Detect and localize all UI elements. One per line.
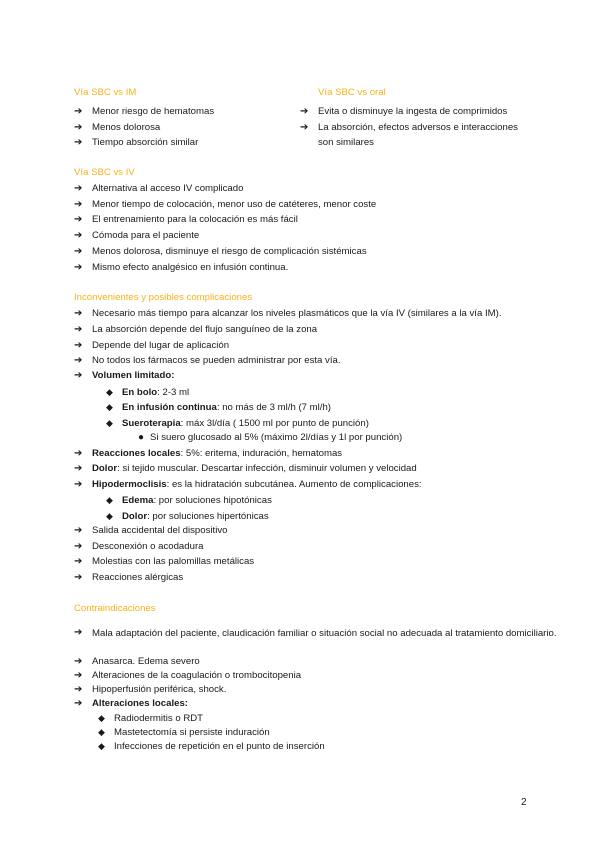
list-item: ➔ Salida accidental del dispositivo <box>74 525 228 536</box>
arrow-icon: ➔ <box>74 230 83 241</box>
sub-list-item: ◆ Edema: por soluciones hipotónicas <box>106 495 272 506</box>
sub-list-item: ◆ Sueroterapia: máx 3l/día ( 1500 ml por punto de punción) <box>106 418 369 429</box>
diamond-bullet-icon: ◆ <box>106 511 113 521</box>
arrow-icon: ➔ <box>300 122 309 133</box>
list-item: ➔ Reacciones alérgicas <box>74 572 184 583</box>
arrow-icon: ➔ <box>300 106 309 117</box>
list-item: ➔ Tiempo absorción similar <box>74 137 199 148</box>
list-item: ➔ Alternativa al acceso IV complicado <box>74 183 244 194</box>
arrow-icon: ➔ <box>74 479 83 490</box>
arrow-icon: ➔ <box>74 183 83 194</box>
diamond-bullet-icon: ◆ <box>106 418 113 428</box>
list-item: ➔ Menor tiempo de colocación, menor uso de catéteres, menor coste <box>74 199 377 210</box>
sub-list-item: ◆ En infusión continua: no más de 3 ml/h (7 ml/h) <box>106 402 331 413</box>
list-item: ➔ Necesario más tiempo para alcanzar los niveles plasmáticos que la vía IV (similares a la vía IM). <box>74 308 502 319</box>
section-heading-sbc-vs-iv: Vía SBC vs IV <box>74 167 135 178</box>
page-number: 2 <box>521 797 527 808</box>
sub-list-item: ◆ En bolo: 2-3 ml <box>106 387 190 398</box>
sub-list-item: ◆ Infecciones de repetición en el punto de inserción <box>98 741 325 752</box>
sub-list-item: ◆ Dolor: por soluciones hipertónicas <box>106 511 269 522</box>
arrow-icon: ➔ <box>74 698 83 709</box>
section-heading-contraindicaciones: Contraindicaciones <box>74 603 156 614</box>
arrow-icon: ➔ <box>74 262 83 273</box>
list-item: ➔ Menos dolorosa, disminuye el riesgo de complicación sistémicas <box>74 246 367 257</box>
list-item: ➔ No todos los fármacos se pueden administrar por esta vía. <box>74 355 341 366</box>
section-heading-inconvenientes: Inconvenientes y posibles complicaciones <box>74 292 253 303</box>
arrow-icon: ➔ <box>74 670 83 681</box>
arrow-icon: ➔ <box>74 556 83 567</box>
arrow-icon: ➔ <box>74 463 83 474</box>
section-heading-sbc-vs-oral: Vía SBC vs oral <box>318 87 386 98</box>
list-item: ➔ Anasarca. Edema severo <box>74 656 200 667</box>
diamond-bullet-icon: ◆ <box>98 741 105 751</box>
arrow-icon: ➔ <box>74 355 83 366</box>
arrow-icon: ➔ <box>74 122 83 133</box>
arrow-icon: ➔ <box>74 684 83 695</box>
list-item: ➔ Mala adaptación del paciente, claudicación familiar o situación social no adecuada al tratamiento domiciliario. <box>74 627 557 639</box>
dot-bullet-icon: ● <box>138 432 145 443</box>
arrow-icon: ➔ <box>74 199 83 210</box>
list-item: ➔ Volumen limitado: <box>74 370 175 381</box>
list-item: ➔ Hipoperfusión periférica, shock. <box>74 684 227 695</box>
list-item: ➔ La absorción depende del flujo sanguíneo de la zona <box>74 324 318 335</box>
diamond-bullet-icon: ◆ <box>98 713 105 723</box>
arrow-icon: ➔ <box>74 340 83 351</box>
arrow-icon: ➔ <box>74 308 83 319</box>
list-item: ➔ Menos dolorosa <box>74 122 161 133</box>
arrow-icon: ➔ <box>74 525 83 536</box>
arrow-icon: ➔ <box>74 627 83 638</box>
section-heading-sbc-vs-im: Vía SBC vs IM <box>74 87 137 98</box>
list-item: ➔ Depende del lugar de aplicación <box>74 340 230 351</box>
arrow-icon: ➔ <box>74 656 83 667</box>
arrow-icon: ➔ <box>74 246 83 257</box>
list-item: ➔ Dolor: si tejido muscular. Descartar infección, disminuir volumen y velocidad <box>74 463 417 474</box>
list-item: ➔ El entrenamiento para la colocación es más fácil <box>74 214 298 225</box>
arrow-icon: ➔ <box>74 137 83 148</box>
arrow-icon: ➔ <box>74 370 83 381</box>
list-item: ➔ Evita o disminuye la ingesta de comprimidos <box>300 106 508 117</box>
diamond-bullet-icon: ◆ <box>106 495 113 505</box>
list-item-continuation: son similares <box>318 137 374 148</box>
diamond-bullet-icon: ◆ <box>98 727 105 737</box>
arrow-icon: ➔ <box>74 324 83 335</box>
sub-list-item: ◆ Radiodermitis o RDT <box>98 713 204 724</box>
arrow-icon: ➔ <box>74 214 83 225</box>
list-item: ➔ Menor riesgo de hematomas <box>74 106 215 117</box>
arrow-icon: ➔ <box>74 572 83 583</box>
list-item: ➔ Molestias con las palomillas metálicas <box>74 556 255 567</box>
arrow-icon: ➔ <box>74 106 83 117</box>
list-item: ➔ Cómoda para el paciente <box>74 230 200 241</box>
arrow-icon: ➔ <box>74 448 83 459</box>
sub-list-item: ◆ Mastetectomía si persiste induración <box>98 727 270 738</box>
arrow-icon: ➔ <box>74 541 83 552</box>
list-item: ➔ Reacciones locales: 5%: eritema, induración, hematomas <box>74 448 343 459</box>
sub-sub-list-item: ● Si suero glucosado al 5% (máximo 2l/días y 1l por punción) <box>138 432 403 443</box>
list-item: ➔ Alteraciones de la coagulación o trombocitopenia <box>74 670 302 681</box>
diamond-bullet-icon: ◆ <box>106 387 113 397</box>
list-item: ➔ La absorción, efectos adversos e interacciones <box>300 122 518 133</box>
list-item: ➔ Hipodermoclisis: es la hidratación subcutánea. Aumento de complicaciones: <box>74 479 422 490</box>
list-item: ➔ Desconexión o acodadura <box>74 541 204 552</box>
diamond-bullet-icon: ◆ <box>106 402 113 412</box>
list-item: ➔ Mismo efecto analgésico en infusión continua. <box>74 262 289 273</box>
list-item: ➔ Alteraciones locales: <box>74 698 188 709</box>
